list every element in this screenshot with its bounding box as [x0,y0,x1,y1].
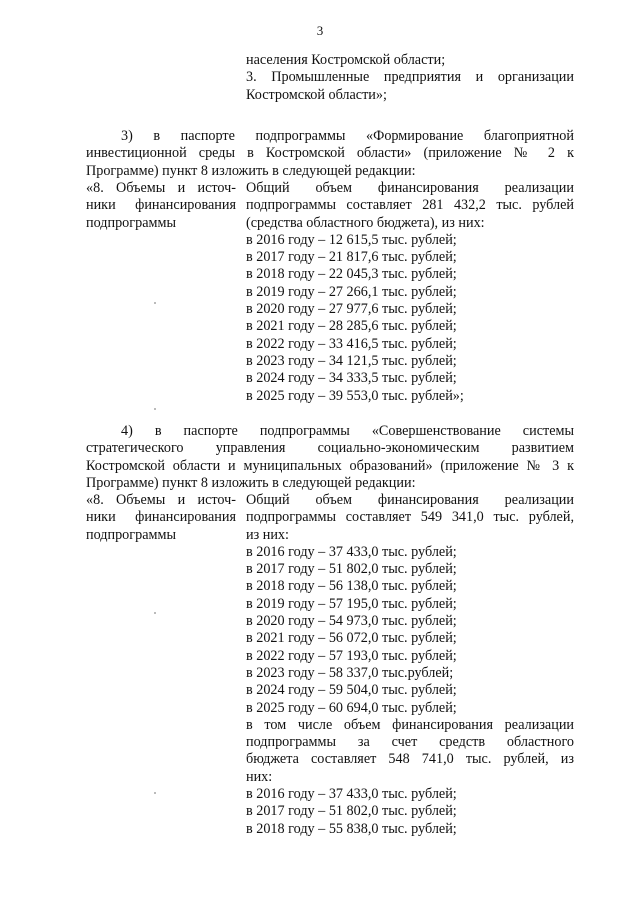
paragraph-line: Программе) пункт 8 изложить в следующей редакции: [86,474,416,491]
paragraph-line: 3) в паспорте подпрограммы «Формирование благоприятной [121,128,574,144]
section3-paragraph [86,128,574,180]
year-line: в 2022 году – 33 416,5 тыс. рублей; [246,335,457,352]
year-line: в 2016 году – 12 615,5 тыс. рублей; [246,231,457,248]
paragraph-line: инвестиционной среды в Костромской области» (приложение № 2 к [86,145,574,162]
year-line: в 2019 году – 27 266,1 тыс. рублей; [246,283,457,300]
section3-label [86,180,236,232]
year-line: в 2020 году – 27 977,6 тыс. рублей; [246,301,457,318]
year-line: в 2021 году – 28 285,6 тыс. рублей; [246,318,457,335]
year-line: в 2018 году – 56 138,0 тыс. рублей; [246,578,457,595]
content-line: из них: [246,526,289,543]
paragraph-line: 4) в паспорте подпрограммы «Совершенствование системы [121,423,574,439]
year-line: в 2022 году – 57 193,0 тыс. рублей; [246,647,457,664]
section4-label [86,492,236,544]
paragraph-line: стратегического управления социально-экономическим развитием [86,440,574,457]
paragraph-line: Костромской области и муниципальных образований» (приложение № 3 к [86,457,574,474]
content-line: подпрограммы составляет 549 341,0 тыс. рублей, [246,509,574,526]
content-line: Общий объем финансирования реализации [246,492,574,508]
section4-paragraph [86,423,574,492]
year-line: в 2024 году – 34 333,5 тыс. рублей; [246,370,457,387]
scan-speck [154,792,156,794]
year-line: в 2024 году – 59 504,0 тыс. рублей; [246,682,457,699]
intro-line: Костромской области»; [246,86,387,103]
content-line: бюджета составляет 548 741,0 тыс. рублей, из [246,751,574,768]
year-line: в 2018 году – 55 838,0 тыс. рублей; [246,820,457,837]
year-line: в 2017 году – 51 802,0 тыс. рублей; [246,561,457,578]
label-line: ники финансирования [86,509,236,526]
year-line: в 2023 году – 34 121,5 тыс. рублей; [246,352,457,369]
paragraph-line: Программе) пункт 8 изложить в следующей редакции: [86,162,416,179]
year-line: в 2017 году – 51 802,0 тыс. рублей; [246,803,457,820]
scan-speck [154,302,156,304]
intro-line: населения Костромской области; [246,52,446,68]
year-line: в 2018 году – 22 045,3 тыс. рублей; [246,266,457,283]
content-line: подпрограммы за счет средств областного [246,734,574,751]
year-line: в 2025 году – 60 694,0 тыс. рублей; [246,699,457,716]
content-line: них: [246,768,273,785]
content-line: Общий объем финансирования реализации [246,180,574,196]
section3-content [246,180,574,405]
year-line: в 2025 году – 39 553,0 тыс. рублей»; [246,387,464,404]
intro-line: 3. Промышленные предприятия и организации [246,69,574,86]
label-line: «8. Объемы и источ- [86,180,236,196]
page-number: 3 [316,23,324,38]
year-line: в 2017 году – 21 817,6 тыс. рублей; [246,249,457,266]
scan-speck [154,408,156,410]
label-line: «8. Объемы и источ- [86,492,236,508]
content-line: подпрограммы составляет 281 432,2 тыс. рублей [246,197,574,214]
label-line: ники финансирования [86,197,236,214]
label-line: подпрограммы [86,526,176,543]
year-line: в 2016 году – 37 433,0 тыс. рублей; [246,543,457,560]
year-line: в 2023 году – 58 337,0 тыс.рублей; [246,664,454,681]
label-line: подпрограммы [86,214,176,231]
scan-speck [154,612,156,614]
section4-content [246,492,574,838]
year-line: в 2019 году – 57 195,0 тыс. рублей; [246,595,457,612]
year-line: в 2016 году – 37 433,0 тыс. рублей; [246,786,457,803]
year-line: в 2020 году – 54 973,0 тыс. рублей; [246,613,457,630]
intro-block [246,52,574,104]
year-line: в 2021 году – 56 072,0 тыс. рублей; [246,630,457,647]
content-line: (средства областного бюджета), из них: [246,214,485,231]
content-line: в том числе объем финансирования реализации [246,716,574,733]
